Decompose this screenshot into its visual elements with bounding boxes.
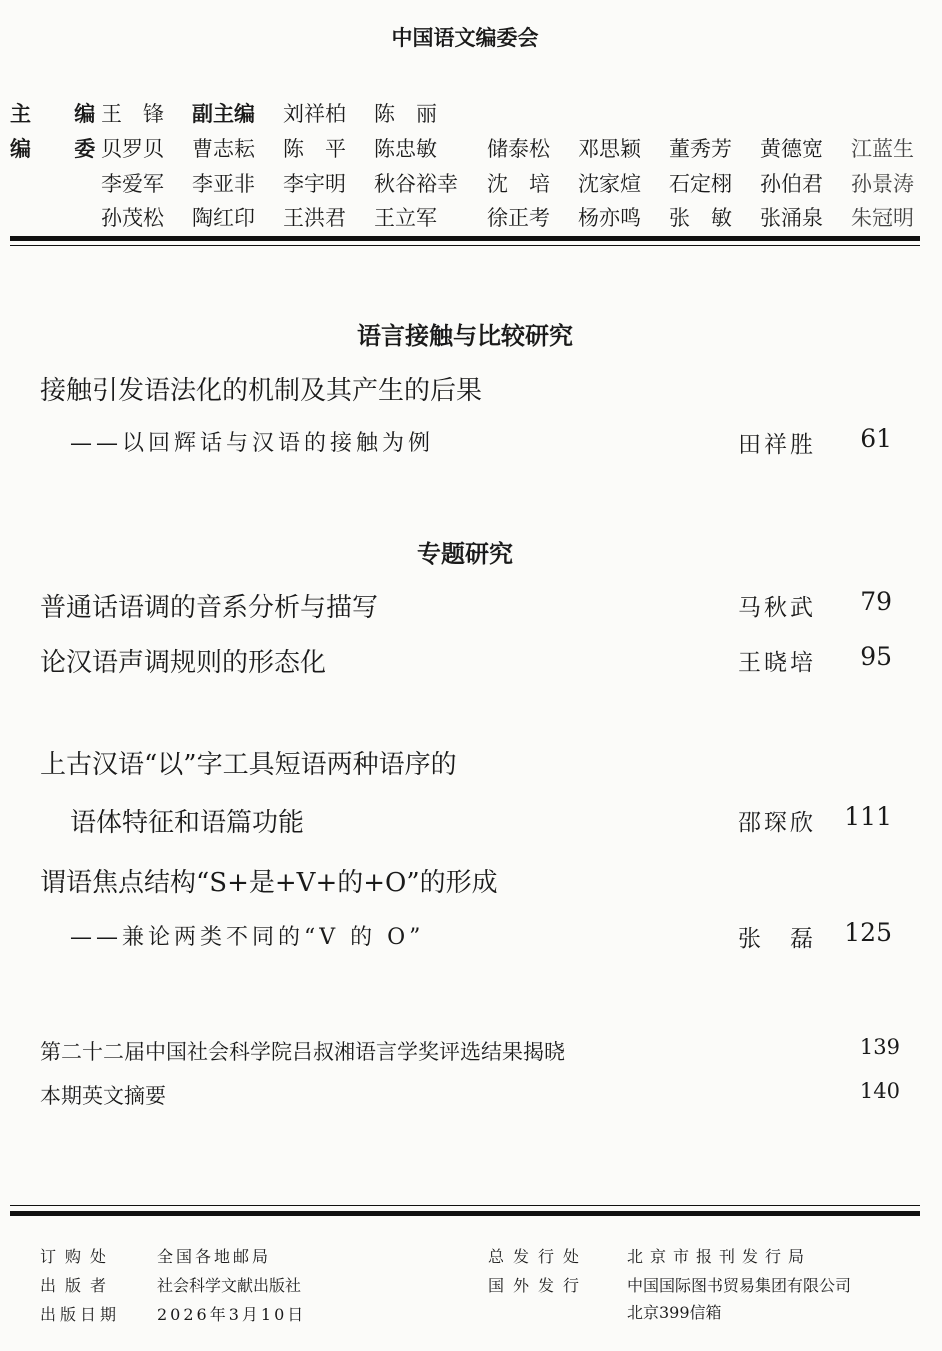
footer-value: 中国国际图书贸易集团有限公司 <box>627 1276 852 1295</box>
section-title: 专题研究 <box>417 540 513 568</box>
footer-label: 出版者 <box>40 1276 116 1295</box>
article-title-line2: 语体特征和语篇功能 <box>70 808 305 838</box>
article-subtitle: ——以回辉话与汉语的接触为例 <box>70 431 435 456</box>
footer-label: 总发行处 <box>488 1247 589 1266</box>
footer-divider-thin <box>10 1205 920 1206</box>
chief-editor-label: 主 编 <box>10 102 114 126</box>
article-page: 111 <box>844 802 892 831</box>
article-author: 邵琛欣 <box>738 810 816 836</box>
article-title: 论汉语声调规则的形态化 <box>40 648 327 678</box>
member-name: 沈家煊 <box>578 172 641 196</box>
article-title: 接触引发语法化的机制及其产生的后果 <box>40 376 483 406</box>
member-name: 贝罗贝 <box>101 137 164 161</box>
deputy-editor-label: 副主编 <box>192 102 255 126</box>
deputy-editor-name: 刘祥柏 <box>283 102 346 126</box>
member-name: 张 敏 <box>669 206 732 230</box>
members-label: 编 委 <box>10 137 114 161</box>
footer-divider-thick <box>10 1211 920 1216</box>
article-author: 王晓培 <box>738 650 816 676</box>
member-name: 石定栩 <box>669 172 732 196</box>
footer-label: 国外发行 <box>488 1276 589 1295</box>
article-page: 95 <box>860 642 892 671</box>
member-name: 储泰松 <box>487 137 550 161</box>
member-name: 孙茂松 <box>101 206 164 230</box>
footer-value: 北京市报刊发行局 <box>627 1247 812 1266</box>
member-name: 李爱军 <box>101 172 164 196</box>
article-title: 谓语焦点结构“S+是+V+的+O”的形成 <box>40 868 498 898</box>
member-name: 徐正考 <box>487 206 550 230</box>
article-page: 79 <box>860 587 892 616</box>
member-name: 沈 培 <box>487 172 550 196</box>
member-name: 王洪君 <box>283 206 346 230</box>
member-name: 杨亦鸣 <box>578 206 641 230</box>
member-name: 张涌泉 <box>760 206 823 230</box>
article-author: 马秋武 <box>738 595 816 621</box>
footer-value: 社会科学文献出版社 <box>157 1276 302 1295</box>
deputy-editor-name: 陈 丽 <box>374 102 437 126</box>
article-page: 125 <box>844 918 892 947</box>
member-name: 秋谷裕幸 <box>374 172 458 196</box>
member-name: 江蓝生 <box>851 137 914 161</box>
section-title: 语言接触与比较研究 <box>357 322 573 350</box>
misc-item-title: 第二十二届中国社会科学院吕叔湘语言学奖评选结果揭晓 <box>40 1040 565 1064</box>
article-subtitle: ——兼论两类不同的“V 的 O” <box>70 925 425 950</box>
footer-label: 订购处 <box>40 1247 116 1266</box>
article-page: 61 <box>860 424 892 453</box>
header-divider-thin <box>10 245 920 246</box>
member-name: 孙景涛 <box>851 172 914 196</box>
member-name: 曹志耘 <box>192 137 255 161</box>
footer-value: 北京399信箱 <box>627 1303 722 1322</box>
chief-editor-name: 王 锋 <box>101 102 164 126</box>
header-divider-thick <box>10 236 920 241</box>
member-name: 陈 平 <box>283 137 346 161</box>
member-name: 李宇明 <box>283 172 346 196</box>
footer-value: 全国各地邮局 <box>157 1247 272 1266</box>
article-title: 上古汉语“以”字工具短语两种语序的 <box>40 750 457 780</box>
footer-value: 2026年3月10日 <box>157 1305 307 1324</box>
member-name: 黄德宽 <box>760 137 823 161</box>
member-name: 陈忠敏 <box>374 137 437 161</box>
member-name: 陶红印 <box>192 206 255 230</box>
footer-label: 出版日期 <box>40 1305 121 1324</box>
misc-item-title: 本期英文摘要 <box>40 1084 166 1108</box>
article-title: 普通话语调的音系分析与描写 <box>40 593 379 623</box>
misc-item-page: 139 <box>859 1035 900 1059</box>
member-name: 李亚非 <box>192 172 255 196</box>
article-author: 田祥胜 <box>738 432 816 458</box>
misc-item-page: 140 <box>859 1079 900 1103</box>
member-name: 王立军 <box>374 206 437 230</box>
member-name: 邓思颖 <box>578 137 641 161</box>
article-author: 张 磊 <box>738 926 816 952</box>
member-name: 孙伯君 <box>760 172 823 196</box>
committee-title: 中国语文编委会 <box>391 26 539 50</box>
member-name: 朱冠明 <box>851 206 914 230</box>
member-name: 董秀芳 <box>669 137 732 161</box>
